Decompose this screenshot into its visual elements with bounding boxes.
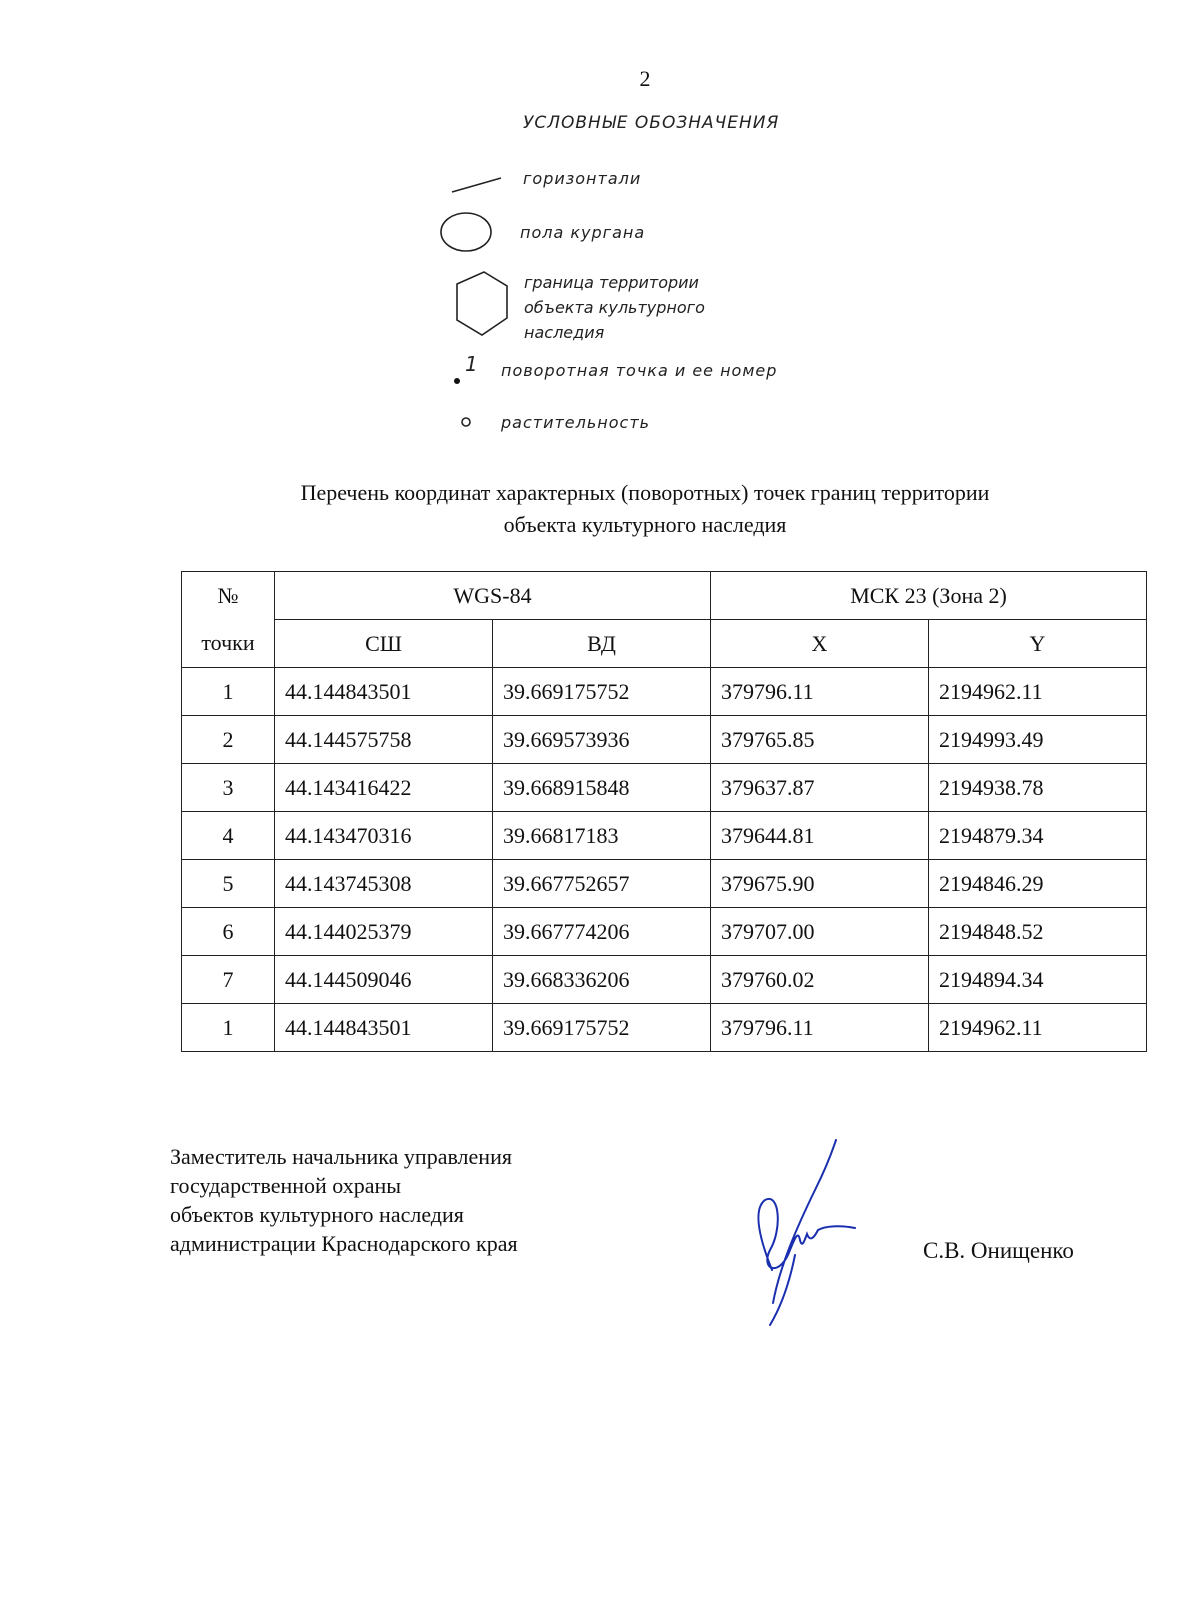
point-number: 2 [182,716,275,764]
page-number: 2 [639,66,651,91]
legend-title: УСЛОВНЫЕ ОБОЗНАЧЕНИЯ [523,113,780,133]
longitude-cell: 39.667774206 [493,908,711,956]
y-cell: 2194993.49 [929,716,1147,764]
x-cell: 379637.87 [711,764,929,812]
hexagon-boundary-icon [457,272,507,335]
header-number-sub: точки [182,620,275,668]
longitude-cell: 39.669175752 [493,1004,711,1052]
y-cell: 2194962.11 [929,1004,1147,1052]
x-cell: 379796.11 [711,1004,929,1052]
table-body [182,668,1147,1052]
x-cell: 379707.00 [711,908,929,956]
turning-point-marker: 1 [465,352,479,376]
table-row [182,956,1147,1004]
latitude-cell: 44.143470316 [275,812,493,860]
table-header-row [182,572,1147,620]
longitude-cell: 39.668336206 [493,956,711,1004]
table-row [182,716,1147,764]
header-longitude: ВД [493,620,711,668]
x-cell: 379765.85 [711,716,929,764]
table-row [182,668,1147,716]
x-cell: 379675.90 [711,860,929,908]
latitude-cell: 44.144843501 [275,1004,493,1052]
signatory-position: Заместитель начальника управления государственной охраны объектов культурного наследия администрации Краснодарского края [170,1144,518,1256]
table-row [182,908,1147,956]
y-cell: 2194846.29 [929,860,1147,908]
latitude-cell: 44.143416422 [275,764,493,812]
x-cell: 379760.02 [711,956,929,1004]
point-number: 1 [182,1004,275,1052]
y-cell: 2194848.52 [929,908,1147,956]
y-cell: 2194962.11 [929,668,1147,716]
point-number: 4 [182,812,275,860]
latitude-cell: 44.144025379 [275,908,493,956]
table-row [182,764,1147,812]
mound-ellipse-icon [441,213,491,251]
latitude-cell: 44.144509046 [275,956,493,1004]
latitude-cell: 44.143745308 [275,860,493,908]
latitude-cell: 44.144843501 [275,668,493,716]
header-msk23: МСК 23 (Зона 2) [711,572,1147,620]
longitude-cell: 39.66817183 [493,812,711,860]
handwritten-signature [740,1130,890,1350]
header-x: X [711,620,929,668]
point-number: 5 [182,860,275,908]
y-cell: 2194879.34 [929,812,1147,860]
legend-label-mound: пола кургана [520,223,646,242]
table-row [182,860,1147,908]
x-cell: 379644.81 [711,812,929,860]
coordinates-table [181,571,1147,1052]
point-number: 3 [182,764,275,812]
latitude-cell: 44.144575758 [275,716,493,764]
header-wgs84: WGS-84 [275,572,711,620]
legend-label-vegetation: растительность [501,413,651,432]
header-y: Y [929,620,1147,668]
signer-name: С.В. Онищенко [923,1238,1074,1263]
table-subheader-row [182,620,1147,668]
legend-label-contours: горизонтали [523,169,642,188]
point-number: 6 [182,908,275,956]
y-cell: 2194938.78 [929,764,1147,812]
longitude-cell: 39.669175752 [493,668,711,716]
legend-label-boundary: граница территории объекта культурного наследия [524,273,705,342]
table-row [182,812,1147,860]
header-latitude: СШ [275,620,493,668]
longitude-cell: 39.669573936 [493,716,711,764]
legend-label-turning-point: поворотная точка и ее номер [501,361,778,380]
contour-line-icon [452,178,501,192]
list-title: Перечень координат характерных (поворотных) точек границ территории объекта культурного наследия [300,480,990,537]
longitude-cell: 39.668915848 [493,764,711,812]
point-number: 7 [182,956,275,1004]
longitude-cell: 39.667752657 [493,860,711,908]
header-number: № [182,572,275,620]
x-cell: 379796.11 [711,668,929,716]
point-number: 1 [182,668,275,716]
table-row [182,1004,1147,1052]
y-cell: 2194894.34 [929,956,1147,1004]
turning-point-icon [454,378,460,384]
vegetation-circle-icon [462,418,470,426]
